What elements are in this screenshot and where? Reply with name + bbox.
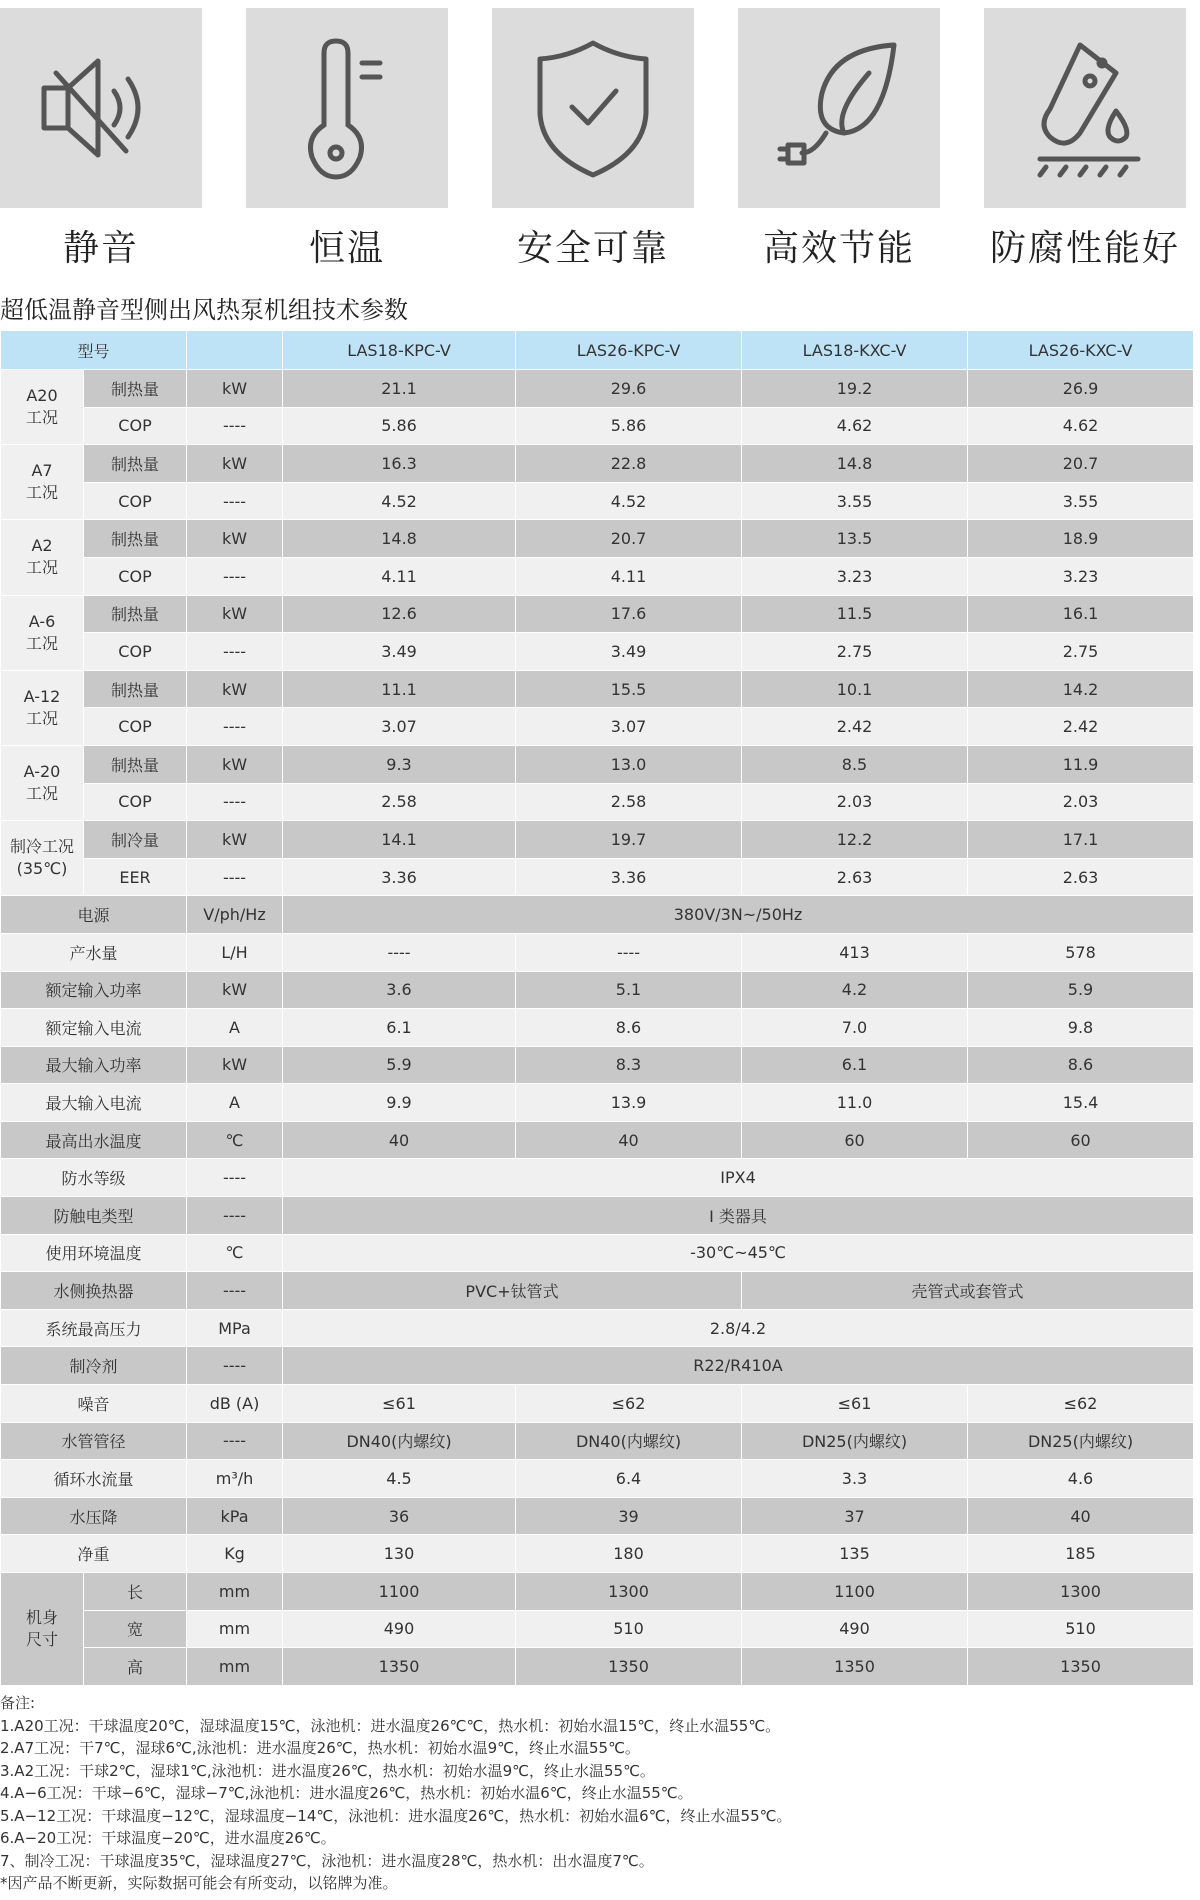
table-row (1, 1234, 1194, 1272)
value-cell: 1350 (742, 1648, 968, 1686)
value-cell: 14.1 (283, 821, 516, 859)
value-cell: 14.8 (742, 445, 968, 483)
value-cell: 14.2 (968, 670, 1194, 708)
value-cell: 60 (742, 1121, 968, 1159)
value-cell: 9.8 (968, 1009, 1194, 1047)
value-cell: 12.2 (742, 821, 968, 859)
value-cell: DN25(内螺纹) (742, 1422, 968, 1460)
flask-drop-icon (984, 8, 1186, 208)
table-row (1, 1385, 1194, 1423)
value-cell: 3.07 (516, 708, 742, 746)
table-row (1, 1347, 1194, 1385)
item-name: COP (84, 482, 187, 520)
param-name: 额定输入功率 (1, 971, 187, 1009)
value-cell: 1350 (968, 1648, 1194, 1686)
value-cell: 16.3 (283, 445, 516, 483)
value-cell: 3.23 (742, 557, 968, 595)
unit-cell: ---- (187, 1422, 283, 1460)
notes-heading: 备注: (0, 1694, 36, 1712)
unit-cell: mm (187, 1648, 283, 1686)
value-cell: 2.75 (742, 633, 968, 671)
page-title: 超低温静音型侧出风热泵机组技术参数 (0, 296, 408, 324)
table-row (1, 745, 1194, 783)
table-row (1, 783, 1194, 821)
unit-cell: ---- (187, 1272, 283, 1310)
param-name: 最高出水温度 (1, 1121, 187, 1159)
item-name: COP (84, 407, 187, 445)
item-name: 宽 (84, 1610, 187, 1648)
table-row (1, 595, 1194, 633)
value-cell: 21.1 (283, 370, 516, 408)
feature-label: 安全可靠 (516, 228, 669, 269)
value-cell: 15.4 (968, 1084, 1194, 1122)
table-row (1, 1121, 1194, 1159)
value-cell: 13.5 (742, 520, 968, 558)
value-cell: R22/R410A (283, 1347, 1194, 1385)
param-name: 防触电类型 (1, 1197, 187, 1235)
value-cell: 6.4 (516, 1460, 742, 1498)
param-name: 制冷剂 (1, 1347, 187, 1385)
unit-cell: L/H (187, 933, 283, 971)
value-cell: 4.11 (516, 557, 742, 595)
feature-constant-temp (246, 8, 448, 271)
feature-safe (492, 8, 694, 271)
unit-cell: ---- (187, 1197, 283, 1235)
value-cell: 2.58 (516, 783, 742, 821)
value-cell: 11.5 (742, 595, 968, 633)
value-cell: 3.55 (742, 482, 968, 520)
feature-energy (738, 8, 940, 271)
unit-cell: kPa (187, 1497, 283, 1535)
value-cell: 39 (516, 1497, 742, 1535)
value-cell: 22.8 (516, 445, 742, 483)
value-cell: 130 (283, 1535, 516, 1573)
note-line: 3.A2工况：干球2℃，湿球1℃,泳池机：进水温度26℃，热水机：初始水温9℃，终止水温55℃。 (0, 1761, 655, 1780)
unit-cell: ---- (187, 1159, 283, 1197)
param-name: 最大输入功率 (1, 1046, 187, 1084)
value-cell: 3.07 (283, 708, 516, 746)
table-row (1, 445, 1194, 483)
value-cell: 19.2 (742, 370, 968, 408)
value-cell: 40 (516, 1121, 742, 1159)
value-cell: 3.3 (742, 1460, 968, 1498)
unit-cell: Kg (187, 1535, 283, 1573)
value-cell: 5.9 (283, 1046, 516, 1084)
value-cell: 3.36 (283, 858, 516, 896)
value-cell: 29.6 (516, 370, 742, 408)
value-cell: 10.1 (742, 670, 968, 708)
unit-cell: kW (187, 821, 283, 859)
item-name: COP (84, 708, 187, 746)
param-name: 水管管径 (1, 1422, 187, 1460)
value-cell: 180 (516, 1535, 742, 1573)
param-name: 系统最高压力 (1, 1309, 187, 1347)
param-name: 水侧换热器 (1, 1272, 187, 1310)
unit-cell: V/ph/Hz (187, 896, 283, 934)
table-row (1, 1009, 1194, 1047)
value-cell: 2.58 (283, 783, 516, 821)
value-cell: 1100 (742, 1573, 968, 1611)
feature-label: 静音 (62, 228, 139, 269)
value-cell: 26.9 (968, 370, 1194, 408)
value-cell: 20.7 (516, 520, 742, 558)
value-cell: 8.5 (742, 745, 968, 783)
value-cell: 8.6 (968, 1046, 1194, 1084)
table-row (1, 1535, 1194, 1573)
value-cell: 3.6 (283, 971, 516, 1009)
value-cell: DN25(内螺纹) (968, 1422, 1194, 1460)
value-cell: 3.55 (968, 482, 1194, 520)
note-line: 2.A7工况：干7℃，湿球6℃,泳池机：进水温度26℃，热水机：初始水温9℃，终止水温55℃。 (0, 1739, 640, 1757)
value-cell: 17.1 (968, 821, 1194, 859)
value-cell: 510 (516, 1610, 742, 1648)
table-row (1, 370, 1194, 408)
unit-cell: mm (187, 1610, 283, 1648)
table-row (1, 971, 1194, 1009)
value-cell: 4.62 (742, 407, 968, 445)
param-name: 循环水流量 (1, 1460, 187, 1498)
item-name: EER (84, 858, 187, 896)
table-row (1, 1272, 1194, 1310)
note-line: 4.A−6工况：干球−6℃，湿球−7℃,泳池机：进水温度26℃，热水机：初始水温6℃，终止水温55℃。 (0, 1784, 693, 1802)
value-cell: 40 (283, 1121, 516, 1159)
unit-cell: m³/h (187, 1460, 283, 1498)
value-cell: 18.9 (968, 520, 1194, 558)
item-name: COP (84, 633, 187, 671)
feature-strip (0, 0, 1200, 280)
value-cell: 4.52 (283, 482, 516, 520)
unit-cell: ---- (187, 1347, 283, 1385)
value-cell: 3.49 (283, 633, 516, 671)
value-cell: 2.63 (742, 858, 968, 896)
value-cell: 1100 (283, 1573, 516, 1611)
value-cell: 6.1 (283, 1009, 516, 1047)
table-row (1, 331, 1194, 370)
table-row (1, 896, 1194, 934)
table-row (1, 633, 1194, 671)
item-name: COP (84, 783, 187, 821)
value-cell: 4.52 (516, 482, 742, 520)
param-name: 净重 (1, 1535, 187, 1573)
table-row (1, 1573, 1194, 1611)
value-cell: 8.3 (516, 1046, 742, 1084)
condition-name: A2 工况 (1, 520, 84, 595)
value-cell: 4.2 (742, 971, 968, 1009)
table-row (1, 1497, 1194, 1535)
item-name: 制热量 (84, 370, 187, 408)
value-cell: 40 (968, 1497, 1194, 1535)
value-cell: 135 (742, 1535, 968, 1573)
condition-name: A-20 工况 (1, 745, 84, 820)
condition-name: A7 工况 (1, 445, 84, 520)
note-line: 6.A−20工况：干球温度−20℃，进水温度26℃。 (0, 1829, 336, 1847)
unit-cell: ---- (187, 557, 283, 595)
table-row (1, 858, 1194, 896)
table-row (1, 821, 1194, 859)
value-cell: 8.6 (516, 1009, 742, 1047)
unit-cell: ---- (187, 407, 283, 445)
item-name: 制热量 (84, 745, 187, 783)
value-cell: 19.7 (516, 821, 742, 859)
value-cell: 36 (283, 1497, 516, 1535)
value-cell: 2.03 (742, 783, 968, 821)
table-row (1, 1422, 1194, 1460)
header-model: LAS18-KPC-V (283, 331, 516, 370)
table-row (1, 482, 1194, 520)
value-cell: 3.23 (968, 557, 1194, 595)
table-row (1, 933, 1194, 971)
unit-cell: ---- (187, 858, 283, 896)
feature-quiet (0, 8, 202, 271)
value-cell: 15.5 (516, 670, 742, 708)
unit-cell: dB (A) (187, 1385, 283, 1423)
item-name: 高 (84, 1648, 187, 1686)
value-cell: ≤61 (742, 1385, 968, 1423)
value-cell: 2.8/4.2 (283, 1309, 1194, 1347)
value-cell: PVC+钛管式 (283, 1272, 742, 1310)
value-cell: 510 (968, 1610, 1194, 1648)
header-blank (187, 331, 283, 370)
unit-cell: kW (187, 520, 283, 558)
value-cell: IPX4 (283, 1159, 1194, 1197)
value-cell: 5.1 (516, 971, 742, 1009)
value-cell: 12.6 (283, 595, 516, 633)
thermometer-icon (246, 8, 448, 208)
value-cell: 13.0 (516, 745, 742, 783)
value-cell: 1300 (968, 1573, 1194, 1611)
value-cell: 1350 (283, 1648, 516, 1686)
value-cell: 17.6 (516, 595, 742, 633)
table-row (1, 1610, 1194, 1648)
value-cell: 37 (742, 1497, 968, 1535)
value-cell: 13.9 (516, 1084, 742, 1122)
table-row (1, 1159, 1194, 1197)
value-cell: 2.42 (968, 708, 1194, 746)
value-cell: 11.1 (283, 670, 516, 708)
notes (0, 1692, 792, 1895)
header-model: LAS26-KXC-V (968, 331, 1194, 370)
table-row (1, 1648, 1194, 1686)
condition-name: A-6 工况 (1, 595, 84, 670)
condition-name: 制冷工况 (35℃) (1, 821, 84, 896)
value-cell: -30℃~45℃ (283, 1234, 1194, 1272)
value-cell: 2.03 (968, 783, 1194, 821)
note-line: *因产品不断更新，实际数据可能会有所变动，以铭牌为准。 (0, 1874, 398, 1892)
dimension-group: 机身 尺寸 (1, 1573, 84, 1686)
param-name: 噪音 (1, 1385, 187, 1423)
value-cell: 5.86 (283, 407, 516, 445)
condition-name: A20 工况 (1, 370, 84, 445)
table-row (1, 407, 1194, 445)
unit-cell: ℃ (187, 1234, 283, 1272)
value-cell: 3.36 (516, 858, 742, 896)
table-row (1, 708, 1194, 746)
speaker-mute-icon (0, 8, 202, 208)
feature-anticorrosion (984, 8, 1186, 271)
value-cell: 4.11 (283, 557, 516, 595)
value-cell: ≤61 (283, 1385, 516, 1423)
value-cell: 20.7 (968, 445, 1194, 483)
param-name: 电源 (1, 896, 187, 934)
value-cell: 185 (968, 1535, 1194, 1573)
value-cell: I 类器具 (283, 1197, 1194, 1235)
leaf-plug-icon (738, 8, 940, 208)
unit-cell: kW (187, 971, 283, 1009)
value-cell: 7.0 (742, 1009, 968, 1047)
value-cell: 2.63 (968, 858, 1194, 896)
item-name: 制热量 (84, 520, 187, 558)
condition-name: A-12 工况 (1, 670, 84, 745)
value-cell: ---- (516, 933, 742, 971)
unit-cell: A (187, 1084, 283, 1122)
value-cell: 1300 (516, 1573, 742, 1611)
value-cell: 4.5 (283, 1460, 516, 1498)
value-cell: 4.6 (968, 1460, 1194, 1498)
param-name: 产水量 (1, 933, 187, 971)
value-cell: 2.75 (968, 633, 1194, 671)
table-row (1, 1046, 1194, 1084)
param-name: 防水等级 (1, 1159, 187, 1197)
value-cell: 6.1 (742, 1046, 968, 1084)
unit-cell: kW (187, 370, 283, 408)
table-row (1, 670, 1194, 708)
item-name: 制热量 (84, 670, 187, 708)
item-name: 制热量 (84, 445, 187, 483)
note-line: 1.A20工况：干球温度20℃，湿球温度15℃，泳池机：进水温度26℃℃，热水机：初始水温15℃，终止水温55℃。 (0, 1716, 781, 1735)
value-cell: 578 (968, 933, 1194, 971)
value-cell: ≤62 (968, 1385, 1194, 1423)
item-name: COP (84, 557, 187, 595)
unit-cell: MPa (187, 1309, 283, 1347)
table-row (1, 1197, 1194, 1235)
value-cell: 413 (742, 933, 968, 971)
unit-cell: ---- (187, 783, 283, 821)
unit-cell: ---- (187, 708, 283, 746)
item-name: 长 (84, 1573, 187, 1611)
value-cell: 5.9 (968, 971, 1194, 1009)
note-line: 5.A−12工况：干球温度−12℃，湿球温度−14℃，泳池机：进水温度26℃，热水机：初始水温6℃，终止水温55℃。 (0, 1806, 792, 1825)
table-row (1, 557, 1194, 595)
table-row (1, 1084, 1194, 1122)
value-cell: DN40(内螺纹) (283, 1422, 516, 1460)
unit-cell: ---- (187, 633, 283, 671)
value-cell: 1350 (516, 1648, 742, 1686)
spec-table (0, 330, 1194, 1686)
param-name: 水压降 (1, 1497, 187, 1535)
value-cell: 11.9 (968, 745, 1194, 783)
unit-cell: mm (187, 1573, 283, 1611)
value-cell: ≤62 (516, 1385, 742, 1423)
feature-label: 防腐性能好 (989, 228, 1180, 269)
unit-cell: kW (187, 1046, 283, 1084)
item-name: 制热量 (84, 595, 187, 633)
value-cell: 380V/3N~/50Hz (283, 896, 1194, 934)
shield-check-icon (492, 8, 694, 208)
header-model: LAS26-KPC-V (516, 331, 742, 370)
feature-label: 恒温 (308, 228, 385, 269)
value-cell: 60 (968, 1121, 1194, 1159)
table-row (1, 1460, 1194, 1498)
unit-cell: kW (187, 595, 283, 633)
value-cell: 壳管式或套管式 (742, 1272, 1194, 1310)
header-model-label: 型号 (1, 331, 187, 370)
value-cell: ---- (283, 933, 516, 971)
value-cell: 4.62 (968, 407, 1194, 445)
unit-cell: kW (187, 445, 283, 483)
value-cell: 9.3 (283, 745, 516, 783)
value-cell: 5.86 (516, 407, 742, 445)
value-cell: 490 (283, 1610, 516, 1648)
value-cell: 3.49 (516, 633, 742, 671)
value-cell: DN40(内螺纹) (516, 1422, 742, 1460)
value-cell: 9.9 (283, 1084, 516, 1122)
param-name: 使用环境温度 (1, 1234, 187, 1272)
value-cell: 2.42 (742, 708, 968, 746)
unit-cell: ---- (187, 482, 283, 520)
note-line: 7、制冷工况：干球温度35℃，湿球温度27℃，泳池机：进水温度28℃，热水机：出水温度7℃。 (0, 1851, 654, 1870)
header-model: LAS18-KXC-V (742, 331, 968, 370)
value-cell: 16.1 (968, 595, 1194, 633)
param-name: 最大输入电流 (1, 1084, 187, 1122)
param-name: 额定输入电流 (1, 1009, 187, 1047)
unit-cell: A (187, 1009, 283, 1047)
feature-label: 高效节能 (762, 228, 915, 269)
unit-cell: kW (187, 670, 283, 708)
item-name: 制冷量 (84, 821, 187, 859)
unit-cell: ℃ (187, 1121, 283, 1159)
table-row (1, 1309, 1194, 1347)
value-cell: 11.0 (742, 1084, 968, 1122)
value-cell: 14.8 (283, 520, 516, 558)
value-cell: 490 (742, 1610, 968, 1648)
table-row (1, 520, 1194, 558)
unit-cell: kW (187, 745, 283, 783)
